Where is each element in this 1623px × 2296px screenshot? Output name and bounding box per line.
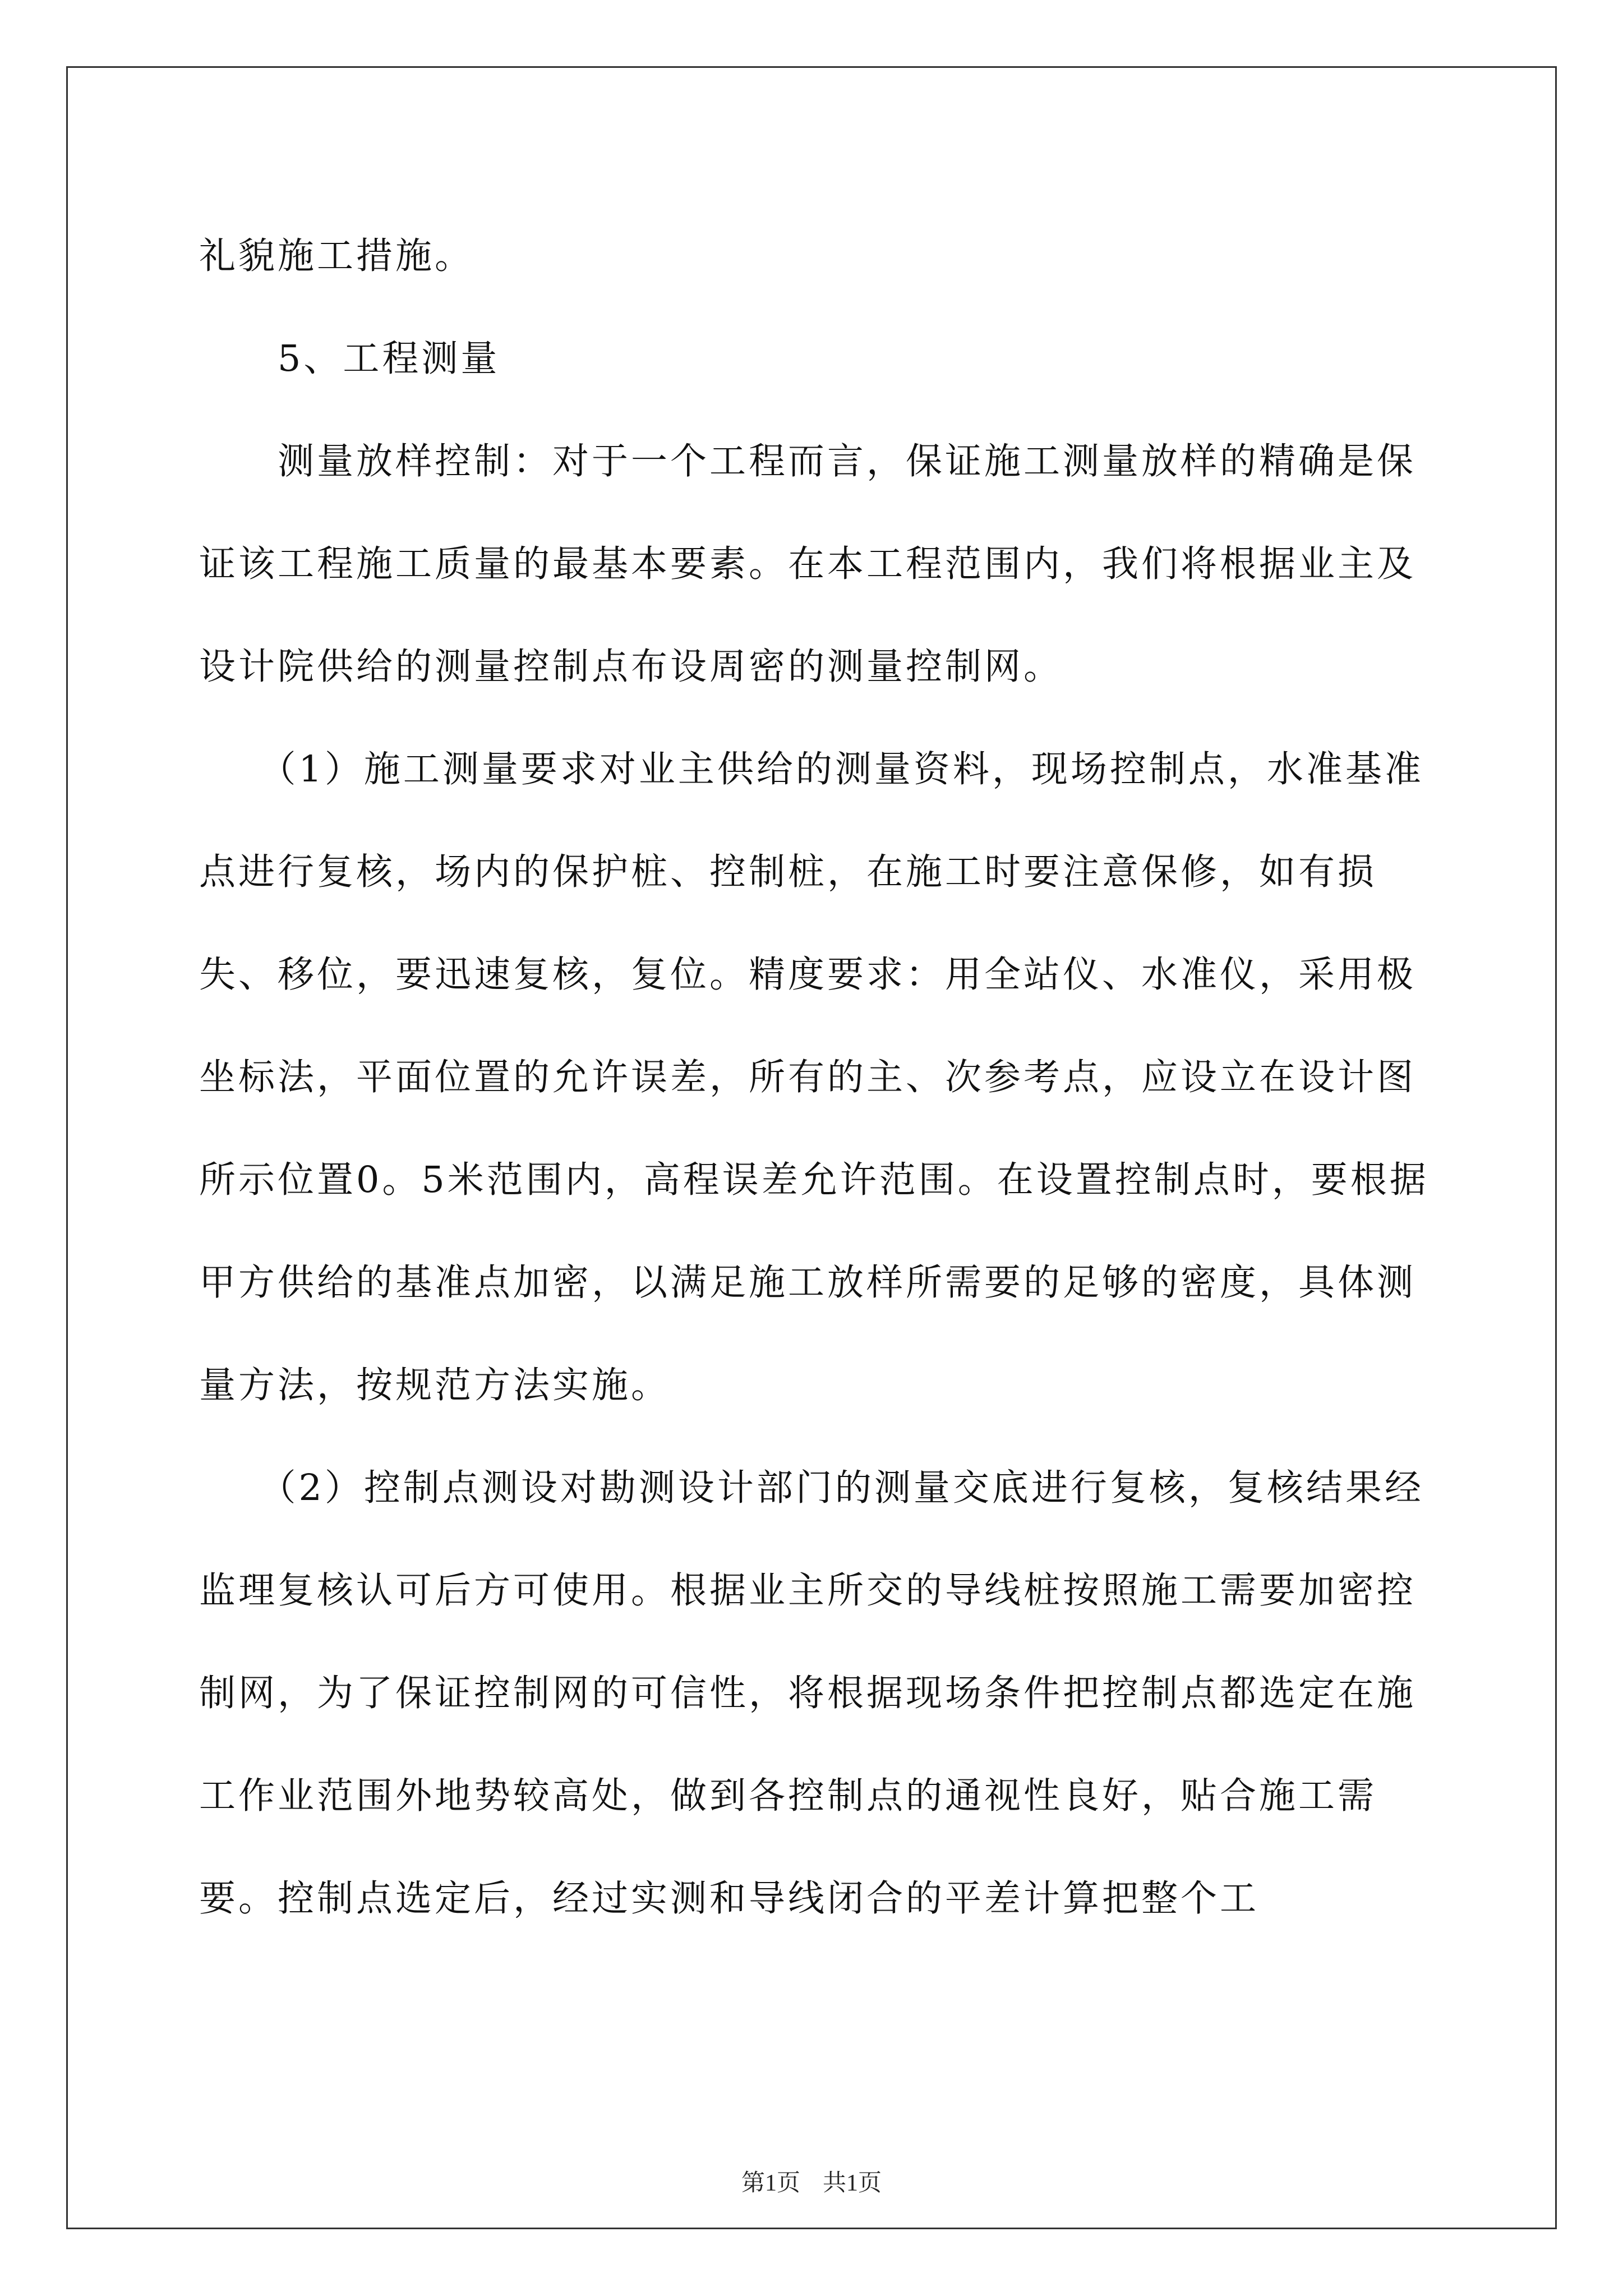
page-number: 第1页 [741, 2170, 800, 2196]
paragraph: 礼貌施工措施。 [199, 235, 474, 277]
page-footer [0, 2164, 1623, 2198]
paragraph: （1）施工测量要求对业主供给的测量资料，现场控制点，水准基准点进行复核，场内的保护桩、控制桩，在施工时要注意保修，如有损失、移位，要迅速复核，复位。精度要求：用全站仪、水准仪，采用极坐标法，平面位置的允许误差，所有的主、次参考点，应设立在设计图所示位置0。5米范围内，高程误差允许范围。在设置控制点时，要根据甲方供给的基准点加密，以满足施工放样所需要的足够的密度，具体测量方法，按规范方法实施。 [199, 748, 1429, 1406]
paragraph: （2）控制点测设对勘测设计部门的测量交底进行复核，复核结果经监理复核认可后方可使用。根据业主所交的导线桩按照施工需要加密控制网，为了保证控制网的可信性，将根据现场条件把控制点都选定在施工作业范围外地势较高处，做到各控制点的通视性良好，贴合施工需要。控制点选定后，经过实测和导线闭合的平差计算把整个工 [199, 1467, 1424, 1920]
section-heading: 5、工程测量 [199, 338, 500, 380]
page-total: 共1页 [823, 2170, 882, 2196]
paragraph: 测量放样控制：对于一个工程而言，保证施工测量放样的精确是保证该工程施工质量的最基本要素。在本工程范围内，我们将根据业主及设计院供给的测量控制点布设周密的测量控制网。 [199, 440, 1417, 688]
document-body [199, 205, 1433, 1950]
